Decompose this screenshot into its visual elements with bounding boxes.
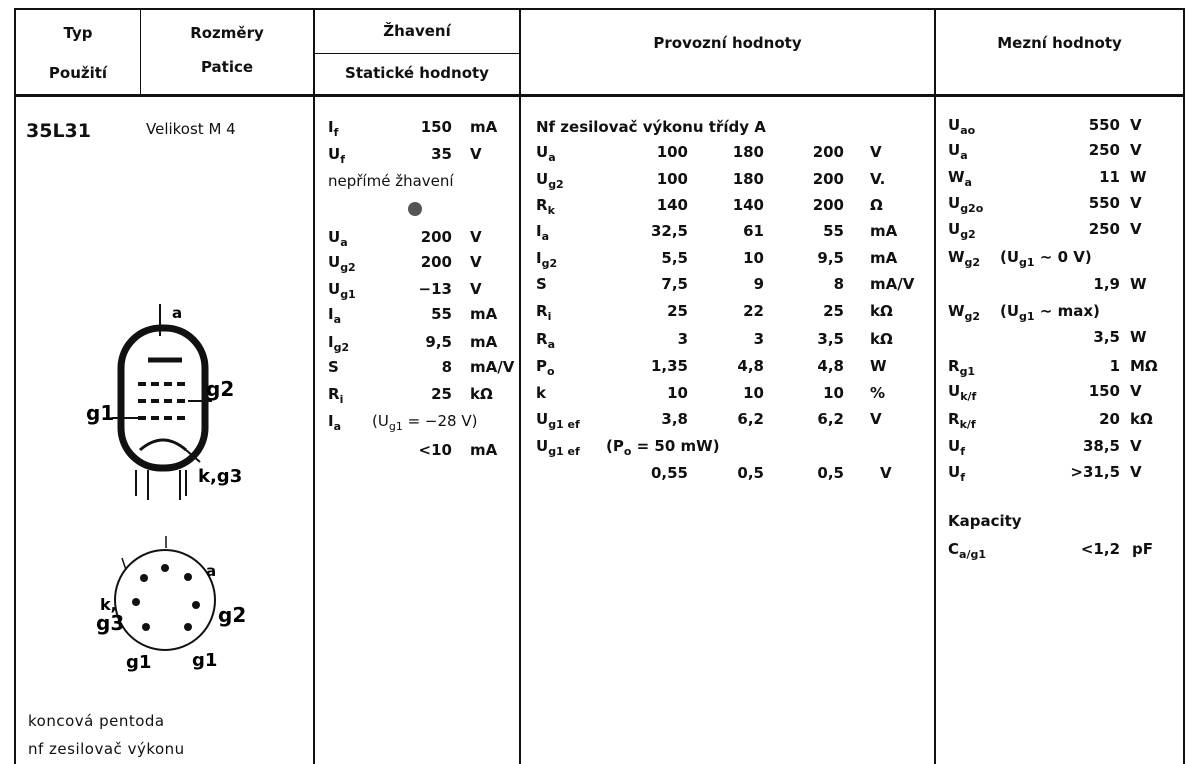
- limit-more-value: 38,5: [1082, 437, 1120, 455]
- operating-symbol: $R_a$: [536, 330, 555, 351]
- operating-extra-condition: ($P_o = 50$ mW): [606, 437, 720, 458]
- operating-value-3: 9,5: [817, 249, 844, 267]
- heating-value: 35: [431, 145, 452, 163]
- static-value: 200: [420, 253, 452, 271]
- operating-value-2: 10: [743, 384, 764, 402]
- socket-a-label: a: [206, 562, 217, 580]
- operating-value-2: 3: [753, 330, 764, 348]
- static-value: 200: [420, 228, 452, 246]
- operating-unit: kΩ: [870, 330, 893, 348]
- operating-value-1: 7,5: [661, 275, 688, 293]
- operating-value-2: 10: [743, 249, 764, 267]
- operating-symbol: S: [536, 275, 547, 293]
- header-patice: Patice: [200, 58, 254, 76]
- header-mezni-hodnoty: Mezní hodnoty: [997, 34, 1122, 52]
- operating-unit: %: [870, 384, 886, 402]
- anode-label: a: [172, 304, 183, 322]
- limit-more-unit: V: [1130, 382, 1142, 400]
- operating-extra-value-3: 0,5: [817, 464, 844, 482]
- static-extra-value: <10: [418, 441, 452, 459]
- operating-value-2: 4,8: [737, 357, 764, 375]
- operating-title: Nf zesilovač výkonu třídy A: [536, 118, 766, 136]
- operating-value-3: 10: [823, 384, 844, 402]
- limit-value: 550: [1088, 194, 1120, 212]
- limit-more-value: 150: [1088, 382, 1120, 400]
- limit-wg2-max-unit: W: [1130, 328, 1147, 346]
- limit-symbol: $U_{ao}$: [948, 116, 976, 137]
- operating-value-2: 180: [732, 143, 764, 161]
- socket-g2-label: g2: [218, 603, 247, 627]
- header-bottom-border: [14, 94, 1184, 97]
- col-divider-3: [519, 8, 521, 764]
- operating-unit: mA: [870, 249, 898, 267]
- static-symbol: $R_i$: [328, 385, 344, 406]
- operating-symbol: $U_{g1 ef}$: [536, 410, 580, 431]
- heating-value: 150: [420, 118, 452, 136]
- operating-extra-value-1: 0,55: [650, 464, 688, 482]
- operating-symbol: $U_{g2}$: [536, 170, 564, 191]
- static-symbol: $U_a$: [328, 228, 348, 249]
- operating-extra-value-2: 0,5: [737, 464, 764, 482]
- operating-value-3: 6,2: [817, 410, 844, 428]
- static-value: 25: [431, 385, 452, 403]
- operating-unit: mA: [870, 222, 898, 240]
- operating-value-1: 25: [667, 302, 688, 320]
- static-symbol: $U_{g1}$: [328, 280, 356, 301]
- static-extra-unit: mA: [470, 441, 498, 459]
- operating-value-1: 32,5: [650, 222, 688, 240]
- operating-value-3: 25: [823, 302, 844, 320]
- header-pouziti: Použití: [48, 64, 108, 82]
- operating-value-3: 4,8: [817, 357, 844, 375]
- operating-value-2: 180: [732, 170, 764, 188]
- operating-symbol: $R_k$: [536, 196, 555, 217]
- operating-value-2: 61: [743, 222, 764, 240]
- operating-value-1: 3: [677, 330, 688, 348]
- operating-value-1: 140: [656, 196, 688, 214]
- limit-more-unit: MΩ: [1130, 357, 1158, 375]
- operating-symbol: $P_o$: [536, 357, 555, 378]
- static-unit: mA: [470, 333, 498, 351]
- limit-more-unit: V: [1130, 437, 1142, 455]
- top-border: [14, 8, 1184, 10]
- limit-more-value: 1: [1109, 357, 1120, 375]
- tube-symbol-diagram: [0, 290, 300, 530]
- static-unit: V: [470, 280, 482, 298]
- operating-value-1: 100: [656, 143, 688, 161]
- limit-more-symbol: $U_f$: [948, 437, 965, 458]
- operating-value-3: 200: [812, 196, 844, 214]
- operating-unit: mA/V: [870, 275, 915, 293]
- heating-symbol: $U_f$: [328, 145, 345, 166]
- limit-wg2-zero-symbol: $W_{g2}$: [948, 248, 981, 269]
- socket-g1b-label: g1: [192, 650, 218, 671]
- limit-wg2-max-value: 3,5: [1093, 328, 1120, 346]
- limit-value: 550: [1088, 116, 1120, 134]
- static-value: 9,5: [425, 333, 452, 351]
- limit-symbol: $U_a$: [948, 141, 968, 162]
- heating-sub-divider: [315, 53, 519, 54]
- heating-note: nepřímé žhavení: [328, 172, 454, 190]
- operating-unit: Ω: [870, 196, 883, 214]
- limit-unit: V: [1130, 116, 1142, 134]
- tube-type: 35L31: [26, 120, 91, 142]
- operating-symbol: k: [536, 384, 546, 402]
- operating-value-2: 6,2: [737, 410, 764, 428]
- capacity-title: Kapacity: [948, 512, 1022, 530]
- header-rozmery: Rozměry: [190, 24, 264, 42]
- operating-value-2: 140: [732, 196, 764, 214]
- limit-unit: W: [1130, 168, 1147, 186]
- capacity-value: <1,2: [1080, 540, 1120, 558]
- static-unit: mA/V: [470, 358, 515, 376]
- socket-k-label: k,: [100, 595, 117, 614]
- right-border: [1183, 8, 1185, 764]
- operating-unit: W: [870, 357, 887, 375]
- operating-value-1: 3,8: [661, 410, 688, 428]
- header-zhaveni: Žhavení: [383, 22, 451, 40]
- static-value: 55: [431, 305, 452, 323]
- operating-symbol: $I_a$: [536, 222, 550, 243]
- operating-symbol: $I_{g2}$: [536, 249, 558, 270]
- limit-wg2-max-condition: ($U_{g1}$ ∼ max): [1000, 302, 1100, 323]
- col-divider-4: [934, 8, 936, 764]
- operating-value-3: 200: [812, 170, 844, 188]
- operating-symbol: $U_a$: [536, 143, 556, 164]
- limit-wg2-max-symbol: $W_{g2}$: [948, 302, 981, 323]
- operating-value-1: 5,5: [661, 249, 688, 267]
- col-divider-2: [313, 8, 315, 764]
- operating-value-3: 55: [823, 222, 844, 240]
- limit-value: 11: [1099, 168, 1120, 186]
- static-extra-symbol: $I_a$: [328, 412, 342, 433]
- tube-description-2: nf zesilovač výkonu: [28, 740, 185, 758]
- limit-more-symbol: $R_{g1}$: [948, 357, 976, 378]
- tube-description-1: koncová pentoda: [28, 712, 165, 730]
- limit-unit: V: [1130, 220, 1142, 238]
- limit-unit: V: [1130, 141, 1142, 159]
- limit-symbol: $W_a$: [948, 168, 972, 189]
- limit-value: 250: [1088, 220, 1120, 238]
- socket-g1a-label: g1: [126, 652, 152, 673]
- operating-unit: V: [870, 410, 882, 428]
- socket-diagram: [70, 530, 270, 680]
- limit-more-symbol: $U_{k/f}$: [948, 382, 977, 403]
- kg3-label: k,g3: [198, 466, 243, 487]
- limit-symbol: $U_{g2}$: [948, 220, 976, 241]
- stamp-icon: [408, 202, 422, 216]
- static-unit: V: [470, 253, 482, 271]
- limit-more-unit: V: [1130, 463, 1142, 481]
- static-extra-condition: ($U_{g1} = -28$ V): [372, 412, 478, 433]
- limit-wg2-zero-value: 1,9: [1093, 275, 1120, 293]
- heating-unit: mA: [470, 118, 498, 136]
- operating-value-3: 200: [812, 143, 844, 161]
- operating-value-1: 1,35: [650, 357, 688, 375]
- operating-extra-unit: V: [880, 464, 892, 482]
- limit-wg2-zero-condition: ($U_{g1}$ ∼ 0 V): [1000, 248, 1092, 269]
- limit-symbol: $U_{g2o}$: [948, 194, 984, 215]
- heating-symbol: $I_f$: [328, 118, 339, 139]
- header-provozni-hodnoty: Provozní hodnoty: [653, 34, 802, 52]
- operating-value-1: 100: [656, 170, 688, 188]
- operating-value-3: 8: [833, 275, 844, 293]
- static-symbol: $I_a$: [328, 305, 342, 326]
- static-symbol: S: [328, 358, 339, 376]
- col-divider-1: [140, 8, 141, 94]
- limit-unit: V: [1130, 194, 1142, 212]
- operating-value-2: 22: [743, 302, 764, 320]
- static-unit: kΩ: [470, 385, 493, 403]
- operating-value-2: 9: [753, 275, 764, 293]
- operating-unit: V: [870, 143, 882, 161]
- heating-unit: V: [470, 145, 482, 163]
- capacity-symbol: $C_{a/g1}$: [948, 540, 986, 561]
- static-symbol: $U_{g2}$: [328, 253, 356, 274]
- static-value: 8: [441, 358, 452, 376]
- operating-unit: kΩ: [870, 302, 893, 320]
- limit-more-symbol: $U_f$: [948, 463, 965, 484]
- static-symbol: $I_{g2}$: [328, 333, 350, 354]
- header-staticke-hodnoty: Statické hodnoty: [345, 64, 489, 82]
- static-value: −13: [418, 280, 452, 298]
- operating-value-1: 10: [667, 384, 688, 402]
- g1-label: g1: [86, 401, 115, 425]
- static-unit: V: [470, 228, 482, 246]
- static-unit: mA: [470, 305, 498, 323]
- limit-more-value: >31,5: [1070, 463, 1120, 481]
- limit-value: 250: [1088, 141, 1120, 159]
- g2-label: g2: [206, 377, 235, 401]
- socket-g3-label: g3: [96, 611, 125, 635]
- tube-size: Velikost M 4: [146, 120, 236, 138]
- operating-value-3: 3,5: [817, 330, 844, 348]
- limit-more-value: 20: [1099, 410, 1120, 428]
- limit-more-symbol: $R_{k/f}$: [948, 410, 976, 431]
- operating-symbol: $R_i$: [536, 302, 552, 323]
- limit-more-unit: kΩ: [1130, 410, 1153, 428]
- capacity-unit: pF: [1132, 540, 1153, 558]
- header-typ: Typ: [63, 24, 93, 42]
- limit-wg2-zero-unit: W: [1130, 275, 1147, 293]
- operating-extra-symbol: $U_{g1 ef}$: [536, 437, 580, 458]
- operating-unit: V.: [870, 170, 886, 188]
